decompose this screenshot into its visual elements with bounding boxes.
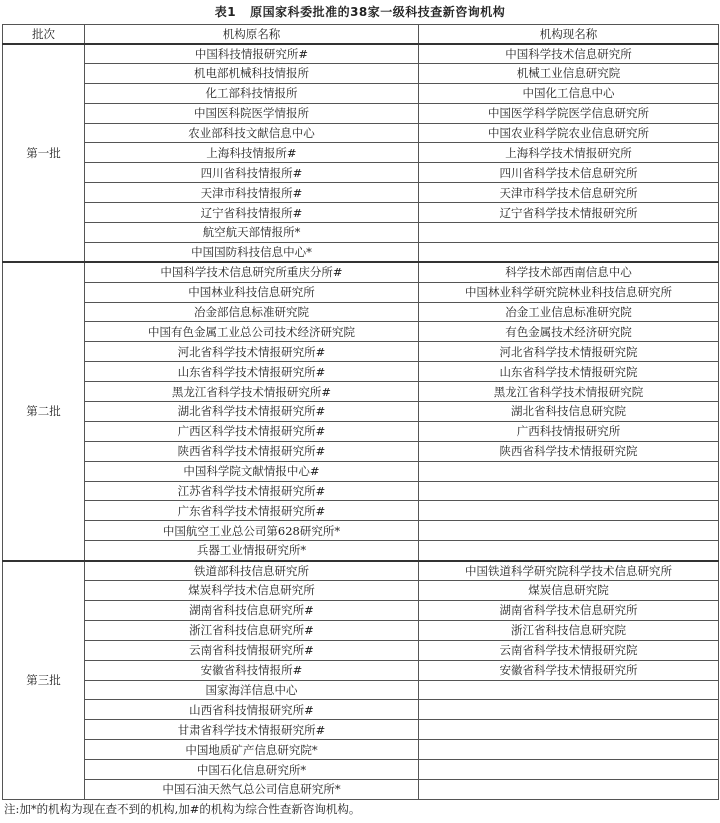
batch-group	[3, 262, 719, 560]
table-row	[3, 779, 719, 799]
original-name-cell: 湖北省科学技术情报研究所#	[85, 402, 419, 422]
current-name-cell: 科学技术部西南信息中心	[419, 262, 719, 282]
table-row	[3, 461, 719, 481]
original-name-cell: 机电部机械科技情报所	[85, 63, 419, 83]
table-row	[3, 600, 719, 620]
original-name-cell: 中国科技情报研究所#	[85, 44, 419, 64]
table-row	[3, 421, 719, 441]
current-name-cell	[419, 501, 719, 521]
original-name-cell: 兵器工业情报研究所*	[85, 541, 419, 561]
current-name-cell	[419, 242, 719, 262]
table-row	[3, 282, 719, 302]
current-name-cell	[419, 461, 719, 481]
current-name-cell: 中国农业科学院农业信息研究所	[419, 123, 719, 143]
original-name-cell: 安徽省科技情报所#	[85, 660, 419, 680]
current-name-cell	[419, 481, 719, 501]
header-row	[3, 25, 719, 44]
batch-group	[3, 561, 719, 800]
original-name-cell: 湖南省科技信息研究所#	[85, 600, 419, 620]
original-name-cell: 山西省科技情报研究所#	[85, 700, 419, 720]
current-name-cell: 中国铁道科学研究院科学技术信息研究所	[419, 561, 719, 581]
table-row	[3, 143, 719, 163]
original-name-cell: 甘肃省科学技术情报研究所#	[85, 720, 419, 740]
original-name-cell: 中国石化信息研究所*	[85, 760, 419, 780]
current-name-cell: 中国医学科学院医学信息研究所	[419, 103, 719, 123]
current-name-cell: 浙江省科技信息研究院	[419, 620, 719, 640]
header-batch: 批次	[3, 25, 85, 44]
table-row	[3, 63, 719, 83]
original-name-cell: 铁道部科技信息研究所	[85, 561, 419, 581]
original-name-cell: 中国航空工业总公司第628研究所*	[85, 521, 419, 541]
current-name-cell: 河北省科学技术情报研究院	[419, 342, 719, 362]
current-name-cell: 中国林业科学研究院林业科技信息研究所	[419, 282, 719, 302]
table-row	[3, 680, 719, 700]
current-name-cell: 云南省科学技术情报研究院	[419, 640, 719, 660]
current-name-cell	[419, 760, 719, 780]
table-row	[3, 402, 719, 422]
table-title	[0, 3, 720, 20]
current-name-cell: 有色金属技术经济研究院	[419, 322, 719, 342]
current-name-cell: 中国化工信息中心	[419, 83, 719, 103]
table-row	[3, 103, 719, 123]
original-name-cell: 中国医科院医学情报所	[85, 103, 419, 123]
current-name-cell: 中国科学技术信息研究所	[419, 44, 719, 64]
table-row	[3, 660, 719, 680]
table-row	[3, 481, 719, 501]
original-name-cell: 云南省科技情报研究所#	[85, 640, 419, 660]
current-name-cell: 湖北省科技信息研究院	[419, 402, 719, 422]
original-name-cell: 农业部科技文献信息中心	[85, 123, 419, 143]
batch-group	[3, 44, 719, 263]
table-row	[3, 541, 719, 561]
table-row	[3, 760, 719, 780]
table-row	[3, 223, 719, 243]
table-row	[3, 163, 719, 183]
table-row	[3, 720, 719, 740]
batch-label: 第二批	[3, 262, 85, 560]
table-row	[3, 501, 719, 521]
current-name-cell: 陕西省科学技术情报研究院	[419, 441, 719, 461]
table-row	[3, 441, 719, 461]
table-row	[3, 322, 719, 342]
table-row	[3, 262, 719, 282]
current-name-cell	[419, 700, 719, 720]
current-name-cell: 黑龙江省科学技术情报研究院	[419, 382, 719, 402]
table-row	[3, 123, 719, 143]
table-row	[3, 362, 719, 382]
table-row	[3, 700, 719, 720]
table-row	[3, 561, 719, 581]
original-name-cell: 辽宁省科技情报所#	[85, 203, 419, 223]
original-name-cell: 中国有色金属工业总公司技术经济研究院	[85, 322, 419, 342]
current-name-cell: 天津市科学技术信息研究所	[419, 183, 719, 203]
original-name-cell: 广西区科学技术情报研究所#	[85, 421, 419, 441]
footnote: 注:加*的机构为现在查不到的机构,加#的机构为综合性查新咨询机构。	[4, 802, 361, 816]
current-name-cell	[419, 680, 719, 700]
original-name-cell: 中国石油天然气总公司信息研究所*	[85, 779, 419, 799]
original-name-cell: 化工部科技情报所	[85, 83, 419, 103]
current-name-cell: 四川省科学技术信息研究所	[419, 163, 719, 183]
table-row	[3, 302, 719, 322]
current-name-cell	[419, 223, 719, 243]
original-name-cell: 浙江省科技信息研究所#	[85, 620, 419, 640]
original-name-cell: 煤炭科学技术信息研究所	[85, 581, 419, 601]
current-name-cell	[419, 541, 719, 561]
table-row	[3, 740, 719, 760]
current-name-cell: 上海科学技术情报研究所	[419, 143, 719, 163]
original-name-cell: 中国林业科技信息研究所	[85, 282, 419, 302]
table-row	[3, 342, 719, 362]
table-row	[3, 242, 719, 262]
table-row	[3, 521, 719, 541]
original-name-cell: 陕西省科学技术情报研究所#	[85, 441, 419, 461]
original-name-cell: 航空航天部情报所*	[85, 223, 419, 243]
original-name-cell: 国家海洋信息中心	[85, 680, 419, 700]
original-name-cell: 黑龙江省科学技术情报研究所#	[85, 382, 419, 402]
original-name-cell: 江苏省科学技术情报研究所#	[85, 481, 419, 501]
current-name-cell: 冶金工业信息标准研究院	[419, 302, 719, 322]
current-name-cell	[419, 521, 719, 541]
original-name-cell: 中国国防科技信息中心*	[85, 242, 419, 262]
table-row	[3, 640, 719, 660]
table-row	[3, 382, 719, 402]
original-name-cell: 中国地质矿产信息研究院*	[85, 740, 419, 760]
original-name-cell: 河北省科学技术情报研究所#	[85, 342, 419, 362]
institutions-table	[2, 24, 719, 800]
original-name-cell: 中国科学院文献情报中心#	[85, 461, 419, 481]
original-name-cell: 山东省科学技术情报研究所#	[85, 362, 419, 382]
current-name-cell: 机械工业信息研究院	[419, 63, 719, 83]
current-name-cell: 辽宁省科学技术情报研究所	[419, 203, 719, 223]
table-number: 表1	[214, 5, 237, 19]
table-row	[3, 183, 719, 203]
table-row	[3, 83, 719, 103]
current-name-cell	[419, 779, 719, 799]
current-name-cell	[419, 720, 719, 740]
table-row	[3, 203, 719, 223]
batch-label: 第三批	[3, 561, 85, 800]
batch-label: 第一批	[3, 44, 85, 263]
original-name-cell: 四川省科技情报所#	[85, 163, 419, 183]
current-name-cell: 煤炭信息研究院	[419, 581, 719, 601]
original-name-cell: 上海科技情报所#	[85, 143, 419, 163]
current-name-cell: 山东省科学技术情报研究院	[419, 362, 719, 382]
original-name-cell: 天津市科技情报所#	[85, 183, 419, 203]
table-row	[3, 620, 719, 640]
table-row	[3, 44, 719, 64]
current-name-cell: 安徽省科学技术情报研究所	[419, 660, 719, 680]
header-current-name: 机构现名称	[419, 25, 719, 44]
header-original-name: 机构原名称	[85, 25, 419, 44]
original-name-cell: 冶金部信息标准研究院	[85, 302, 419, 322]
original-name-cell: 广东省科学技术情报研究所#	[85, 501, 419, 521]
original-name-cell: 中国科学技术信息研究所重庆分所#	[85, 262, 419, 282]
current-name-cell: 湖南省科学技术信息研究所	[419, 600, 719, 620]
table-title-text: 原国家科委批准的38家一级科技查新咨询机构	[250, 5, 506, 19]
current-name-cell	[419, 740, 719, 760]
current-name-cell: 广西科技情报研究所	[419, 421, 719, 441]
table-row	[3, 581, 719, 601]
